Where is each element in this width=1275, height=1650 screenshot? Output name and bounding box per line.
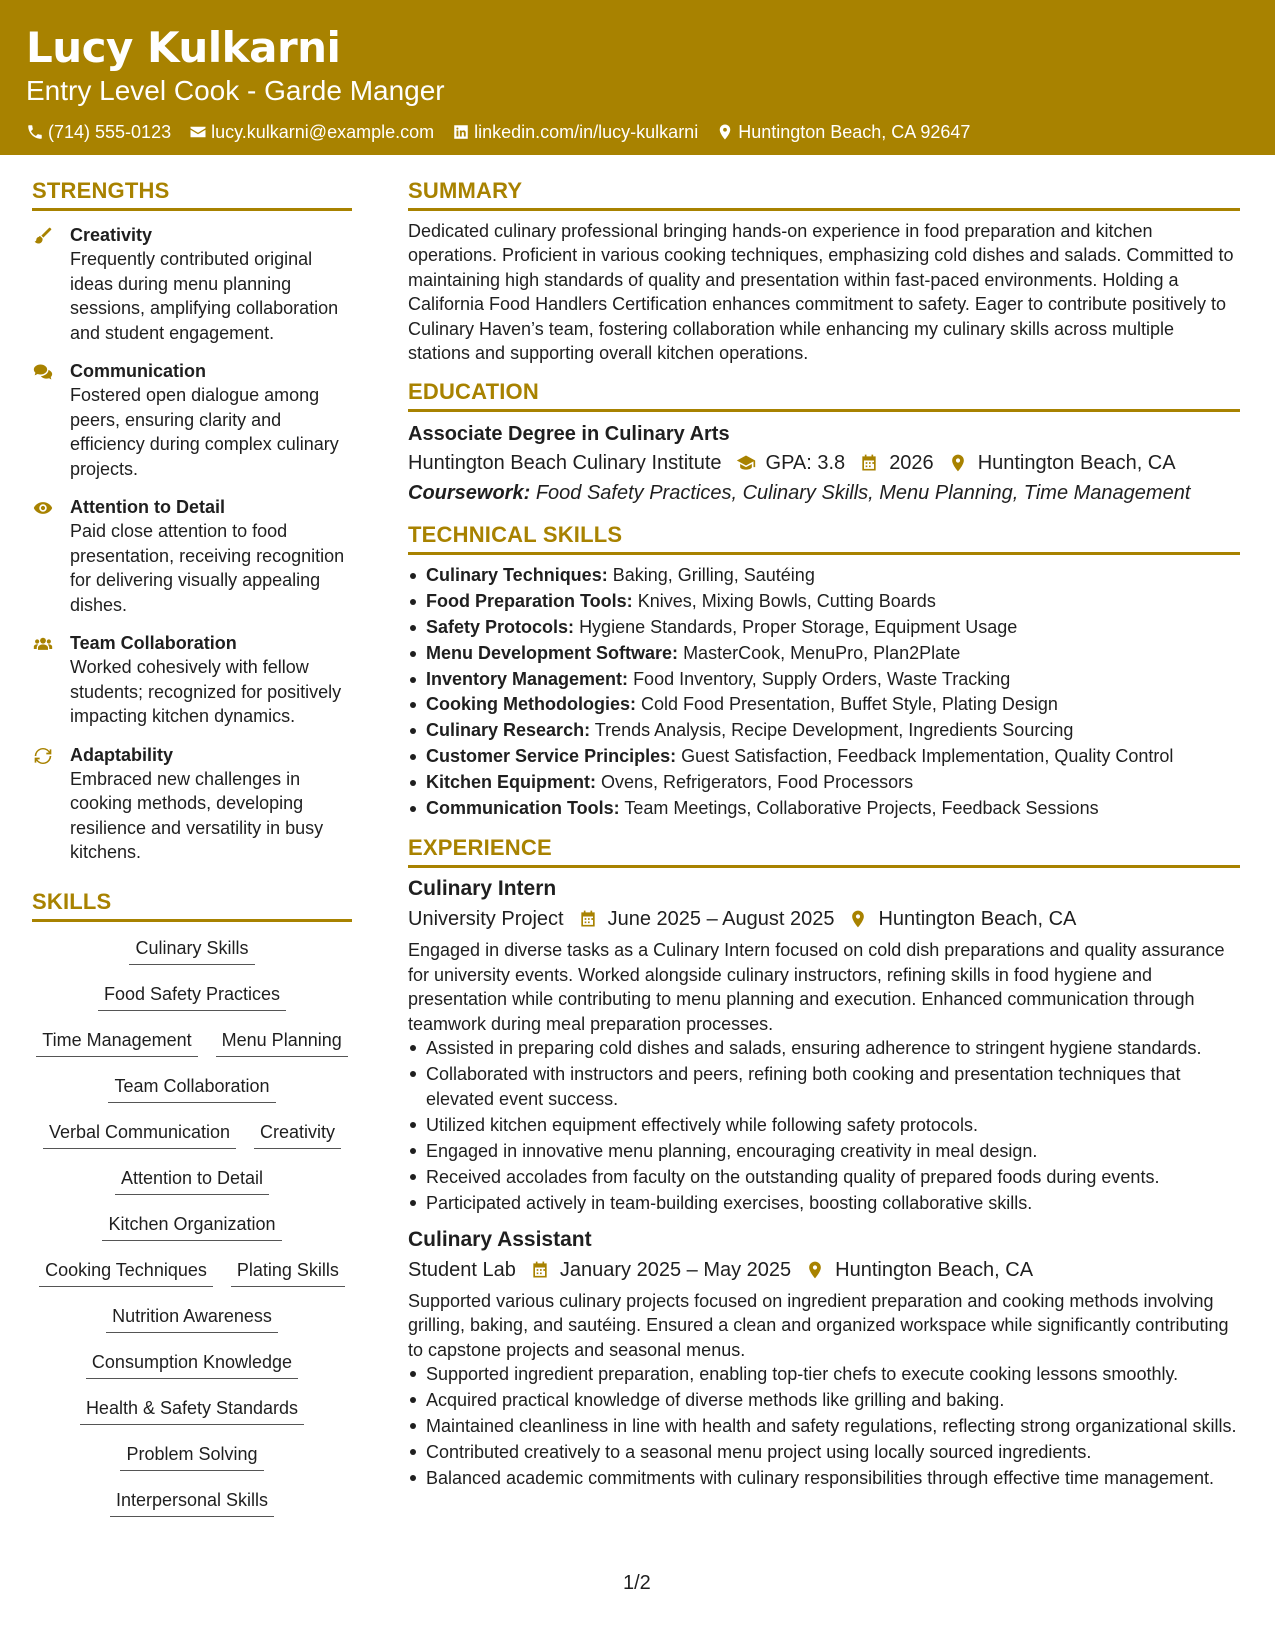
list-item: [408, 589, 1240, 615]
education-section: [408, 377, 1240, 508]
candidate-name: Lucy Kulkarni: [26, 23, 341, 72]
list-item: [408, 692, 1240, 718]
strength-name: Creativity: [70, 225, 153, 245]
strength-name: Team Collaboration: [70, 633, 237, 653]
skill-category: Inventory Management:: [426, 668, 629, 689]
job-bullets: [408, 1036, 1240, 1215]
left-column: [32, 176, 352, 1534]
skill-values: Baking, Grilling, Sautéing: [612, 565, 815, 586]
paintbrush-icon: [32, 226, 54, 246]
calendar-icon: [530, 1260, 550, 1280]
list-item: Assisted in preparing cold dishes and salads, ensuring adherence to stringent hygiene standards.: [408, 1036, 1240, 1061]
job-dates: January 2025 – May 2025: [559, 1259, 792, 1282]
envelope-icon: [189, 123, 207, 141]
job-org: Student Lab: [408, 1259, 516, 1282]
coursework-line: [408, 478, 1240, 508]
skill-values: Team Meetings, Collaborative Projects, Feedback Sessions: [624, 797, 1099, 818]
skill-tag: Team Collaboration: [108, 1074, 275, 1103]
summary-heading: SUMMARY: [408, 176, 1240, 211]
experience-section: [408, 833, 1240, 1490]
list-item: [408, 718, 1240, 744]
skill-tag: Attention to Detail: [115, 1166, 269, 1195]
job-meta: [408, 904, 1240, 934]
skill-values: Food Inventory, Supply Orders, Waste Tracking: [633, 668, 1011, 689]
school-name: Huntington Beach Culinary Institute: [408, 452, 722, 475]
skill-tag: Nutrition Awareness: [106, 1304, 278, 1333]
list-item: Utilized kitchen equipment effectively while following safety protocols.: [408, 1113, 1240, 1138]
graduation-year: 2026: [889, 452, 934, 475]
skills-tags: [32, 936, 352, 1534]
strength-name: Attention to Detail: [70, 497, 225, 517]
list-item: [408, 615, 1240, 641]
list-item: Maintained cleanliness in line with health and safety regulations, reflecting strong organizational skills.: [408, 1414, 1240, 1439]
skill-tag: Verbal Communication: [43, 1120, 236, 1149]
technical-skills-list: [408, 563, 1240, 821]
job-location: Huntington Beach, CA: [835, 1259, 1034, 1282]
strength-item: [32, 223, 352, 345]
job-entry: [408, 1225, 1240, 1491]
skill-values: Guest Satisfaction, Feedback Implementation, Quality Control: [681, 746, 1174, 767]
job-location: Huntington Beach, CA: [878, 908, 1077, 931]
map-marker-icon: [805, 1260, 825, 1280]
job-role: Culinary Intern: [408, 877, 557, 901]
skill-tag: Menu Planning: [216, 1028, 348, 1057]
skill-category: Kitchen Equipment:: [426, 771, 596, 792]
skills-heading: SKILLS: [32, 887, 352, 922]
education-meta: [408, 448, 1240, 478]
job-bullets: [408, 1362, 1240, 1491]
phone-icon: [26, 123, 44, 141]
skill-tag: Interpersonal Skills: [110, 1488, 274, 1517]
users-icon: [32, 634, 54, 654]
contact-location: [716, 120, 970, 144]
list-item: Engaged in innovative menu planning, encouraging creativity in meal design.: [408, 1139, 1240, 1164]
skill-tag: Consumption Knowledge: [86, 1350, 298, 1379]
email-text: lucy.kulkarni@example.com: [211, 122, 435, 142]
strength-desc: Embraced new challenges in cooking methods, developing resilience and versatility in busy kitchens.: [70, 768, 324, 862]
skill-values: Trends Analysis, Recipe Development, Ingredients Sourcing: [594, 720, 1074, 741]
skills-section: [32, 887, 352, 1534]
calendar-icon: [859, 453, 879, 473]
list-item: Received accolades from faculty on the outstanding quality of prepared foods during events.: [408, 1165, 1240, 1190]
strength-desc: Paid close attention to food presentation, receiving recognition for delivering visually appealing dishes.: [70, 521, 345, 615]
skill-category: Safety Protocols:: [426, 617, 575, 638]
summary-section: [408, 176, 1240, 365]
skill-values: Cold Food Presentation, Buffet Style, Plating Design: [641, 694, 1058, 715]
graduation-cap-icon: [736, 453, 756, 473]
contact-email[interactable]: [189, 120, 434, 144]
technical-skills-section: [408, 520, 1240, 821]
skill-values: MasterCook, MenuPro, Plan2Plate: [683, 642, 961, 663]
skill-values: Hygiene Standards, Proper Storage, Equipment Usage: [579, 617, 1018, 638]
job-summary: Engaged in diverse tasks as a Culinary Intern focused on cold dish preparations and quality assurance for university events. Worked alongside culinary instructors, refining skills in food hygiene and presentation while contributing to menu planning and execution. Enhanced communication through teamwork during meal preparation processes.: [408, 940, 1225, 1034]
strength-desc: Worked cohesively with fellow students; recognized for positively impacting kitchen dynamics.: [70, 657, 342, 726]
linkedin-icon: [452, 123, 470, 141]
contact-linkedin[interactable]: [452, 120, 698, 144]
job-role: Culinary Assistant: [408, 1228, 592, 1252]
coursework-label: Coursework:: [408, 482, 531, 505]
skill-tag: Kitchen Organization: [102, 1212, 281, 1241]
list-item: [408, 770, 1240, 796]
skill-category: Communication Tools:: [426, 797, 620, 818]
list-item: Collaborated with instructors and peers, refining both cooking and presentation techniques that elevated event success.: [408, 1062, 1240, 1111]
job-entry: [408, 874, 1240, 1215]
list-item: [408, 563, 1240, 589]
skill-category: Culinary Techniques:: [426, 565, 608, 586]
linkedin-text: linkedin.com/in/lucy-kulkarni: [474, 122, 699, 142]
skill-tag: Culinary Skills: [129, 936, 254, 965]
skill-tag: Cooking Techniques: [39, 1258, 213, 1287]
coursework-text: Food Safety Practices, Culinary Skills, Menu Planning, Time Management: [535, 482, 1191, 505]
strength-item: [32, 631, 352, 729]
skill-category: Cooking Methodologies:: [426, 694, 636, 715]
list-item: [408, 667, 1240, 693]
gpa-text: GPA: 3.8: [765, 452, 846, 475]
skill-category: Culinary Research:: [426, 720, 591, 741]
strengths-list: [32, 223, 352, 865]
right-column: [408, 176, 1240, 1503]
map-marker-icon: [948, 453, 968, 473]
skill-category: Menu Development Software:: [426, 642, 679, 663]
list-item: [408, 796, 1240, 822]
skill-tag: Creativity: [254, 1120, 341, 1149]
strength-item: [32, 743, 352, 865]
skill-tag: Problem Solving: [120, 1442, 263, 1471]
list-item: Acquired practical knowledge of diverse methods like grilling and baking.: [408, 1388, 1240, 1413]
list-item: Participated actively in team-building exercises, boosting collaborative skills.: [408, 1191, 1240, 1216]
strength-desc: Fostered open dialogue among peers, ensuring clarity and efficiency during complex culinary projects.: [70, 385, 339, 479]
skill-values: Knives, Mixing Bowls, Cutting Boards: [637, 591, 936, 612]
map-marker-icon: [848, 909, 868, 929]
skill-tag: Plating Skills: [231, 1258, 345, 1287]
strengths-heading: STRENGTHS: [32, 176, 352, 211]
skill-category: Customer Service Principles:: [426, 746, 677, 767]
job-dates: June 2025 – August 2025: [607, 908, 835, 931]
list-item: Balanced academic commitments with culinary responsibilities through effective time management.: [408, 1466, 1240, 1491]
degree-name: Associate Degree in Culinary Arts: [408, 423, 730, 446]
strength-name: Adaptability: [70, 744, 174, 765]
skill-tag: Time Management: [36, 1028, 197, 1057]
technical-skills-heading: TECHNICAL SKILLS: [408, 520, 1240, 555]
list-item: Supported ingredient preparation, enabling top-tier chefs to execute cooking lessons smoothly.: [408, 1362, 1240, 1387]
job-org: University Project: [408, 908, 564, 931]
job-meta: [408, 1255, 1240, 1285]
list-item: [408, 641, 1240, 667]
job-summary: Supported various culinary projects focused on ingredient preparation and cooking methods involving grilling, baking, and sautéing. Ensured a clean and organized workspace while significantly contributing to capstone projects and seasonal menus.: [408, 1291, 1229, 1360]
strength-name: Communication: [70, 361, 207, 381]
experience-heading: EXPERIENCE: [408, 833, 1240, 868]
strength-item: [32, 495, 352, 617]
calendar-icon: [578, 909, 598, 929]
comments-icon: [32, 362, 54, 382]
contact-bar: [26, 120, 1249, 144]
candidate-title: Entry Level Cook - Garde Manger: [26, 75, 445, 106]
sync-icon: [32, 746, 54, 766]
education-location: Huntington Beach, CA: [977, 452, 1176, 475]
education-heading: EDUCATION: [408, 377, 1240, 412]
eye-icon: [32, 498, 54, 518]
skill-category: Food Preparation Tools:: [426, 591, 633, 612]
summary-text: Dedicated culinary professional bringing hands-on experience in food preparation and kitchen operations. Proficient in various cooking techniques, emphasizing cold dishes and salads. Committed to maintaining high standards of quality and presentation within fast-paced environments. Holding a California Food Handlers Certification enhances commitment to safety. Eager to contribute positively to Culinary Haven’s team, fostering collaboration while enhancing my culinary skills across multiple stations and supporting overall kitchen operations.: [408, 221, 1234, 364]
skill-values: Ovens, Refrigerators, Food Processors: [601, 771, 914, 792]
list-item: [408, 744, 1240, 770]
phone-text: (714) 555-0123: [48, 122, 172, 142]
list-item: Contributed creatively to a seasonal menu project using locally sourced ingredients.: [408, 1440, 1240, 1465]
strength-item: [32, 359, 352, 481]
location-text: Huntington Beach, CA 92647: [738, 122, 971, 142]
page-number: 1/2: [623, 1572, 651, 1594]
skill-tag: Health & Safety Standards: [80, 1396, 304, 1425]
resume-header: [0, 0, 1275, 155]
contact-phone[interactable]: [26, 120, 171, 144]
strength-desc: Frequently contributed original ideas during menu planning sessions, amplifying collaboration and student engagement.: [70, 249, 339, 343]
skill-tag: Food Safety Practices: [98, 982, 286, 1011]
map-marker-icon: [716, 123, 734, 141]
